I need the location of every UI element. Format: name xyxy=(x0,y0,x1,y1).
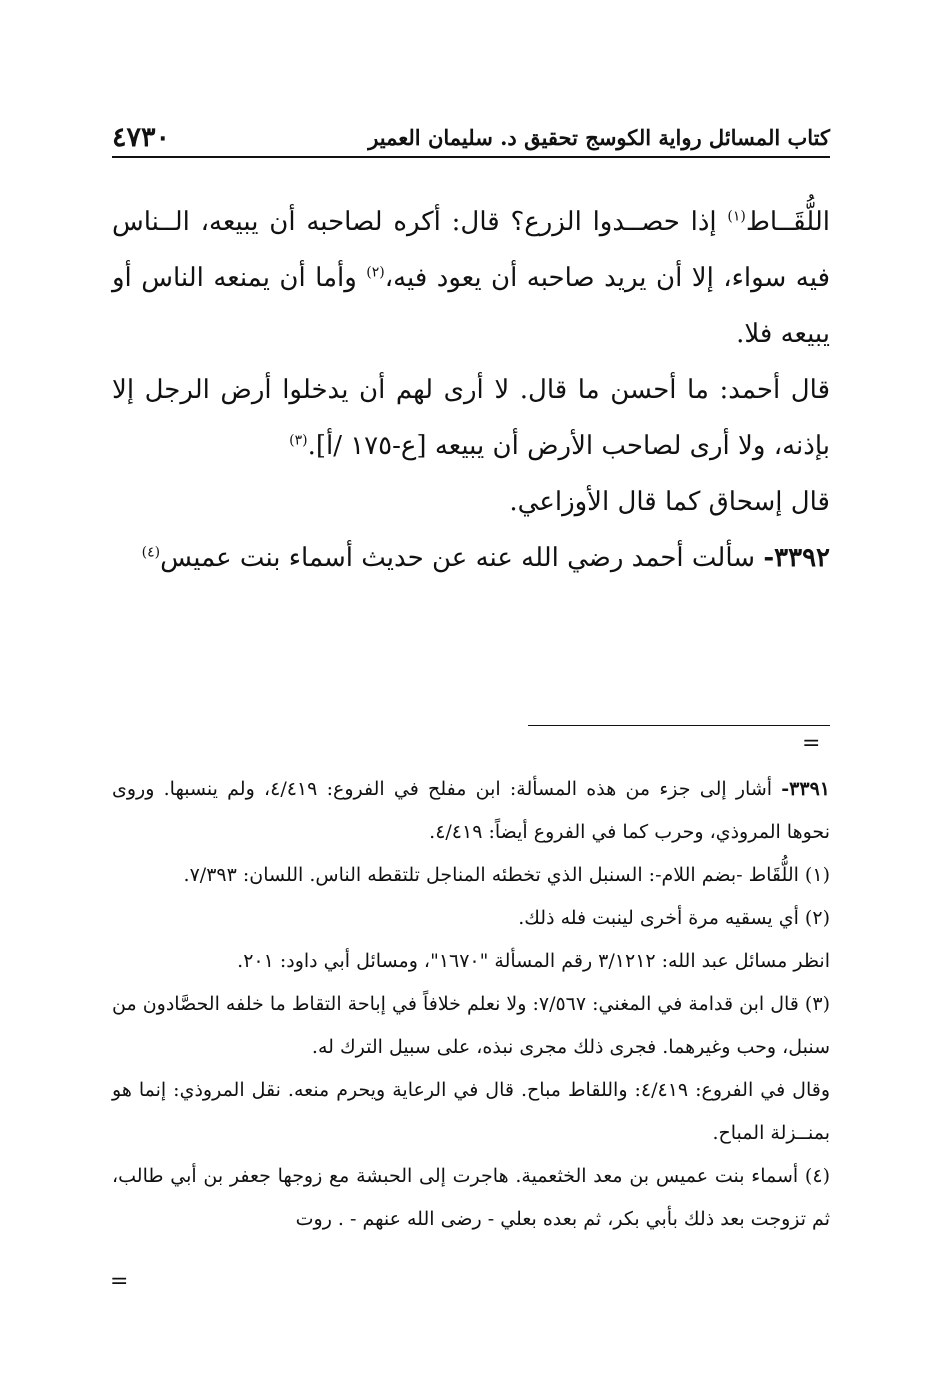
page-header xyxy=(112,118,830,156)
question-3392 xyxy=(112,530,830,586)
paragraph-ishaq: قال إسحاق كما قال الأوزاعي. xyxy=(509,487,830,517)
footnote-ref-3: (٣) xyxy=(289,432,308,449)
paragraph-text: وأما أن يمنعه الناس أو يبيعه فلا. xyxy=(112,263,830,349)
header-rule xyxy=(112,156,830,158)
footnote-number: ٣٣٩١- xyxy=(781,778,830,800)
footnotes xyxy=(112,768,830,1241)
question-number: ٣٣٩٢- xyxy=(763,543,830,573)
page-number: ٤٧٣٠ xyxy=(112,121,171,153)
footnote-separator xyxy=(528,725,830,726)
footnote-ref-4: (٤) xyxy=(141,544,161,561)
footnote-3391 xyxy=(112,768,830,854)
paragraph-text: سألت أحمد رضي الله عنه عن حديث أسماء بنت عميس xyxy=(160,543,764,573)
paragraph-ahmad xyxy=(112,362,830,474)
footnote-3: (٣) قال ابن قدامة في المغني: ٧/٥٦٧: ولا نعلم خلافاً في إباحة التقاط ما خلفه الحصَّادون من سنبل، وحب وغيرهما. فجرى ذلك مجرى نبذه، على سبيل الترك له. xyxy=(112,993,830,1058)
paragraph-text: إذا حصــدوا الزرع؟ قال: أكره لصاحبه أن يبيعه، الــناس فيه سواء، إلا أن يريد صاحبه أن يعود فيه، xyxy=(112,207,830,293)
continuation-mark-bottom: = xyxy=(110,1269,129,1294)
footnote-3-continued: وقال في الفروع: ٤/٤١٩: واللقاط مباح. قال في الرعاية ويحرم منعه. نقل المروذي: إنما هو بمنــزلة المباح. xyxy=(112,1079,831,1144)
footnote-text: أشار إلى جزء من هذه المسألة: ابن مفلح في الفروع: ٤/٤١٩، ولم ينسبها. وروى نحوها المروذي، وحرب كما في الفروع أيضاً: ٤/٤١٩. xyxy=(112,778,830,843)
running-title: كتاب المسائل رواية الكوسج تحقيق د. سليمان العمير xyxy=(368,124,830,150)
term-luqat: اللُّقَــاط xyxy=(745,207,830,237)
paragraph-text: قال أحمد: ما أحسن ما قال. لا أرى لهم أن يدخلوا أرض الرجل إلا بإذنه، ولا أرى لصاحب الأرض أن يبيعه [ع-١٧٥ /أ]. xyxy=(112,375,830,461)
footnote-ref-2: (٢) xyxy=(366,264,385,281)
main-text xyxy=(112,194,830,586)
continuation-mark: = xyxy=(802,731,821,756)
footnote-2-continued: انظر مسائل عبد الله: ٣/١٢١٢ رقم المسألة "١٦٧٠"، ومسائل أبي داود: ٢٠١. xyxy=(237,950,830,972)
footnote-ref-1: (١) xyxy=(727,208,746,225)
footnote-4: (٤) أسماء بنت عميس بن معد الخثعمية. هاجرت إلى الحبشة مع زوجها جعفر بن أبي طالب، ثم تزوجت بعد ذلك بأبي بكر، ثم بعده بعلي - رضى الله عنهم - . روت xyxy=(112,1165,830,1230)
paragraph-luqat xyxy=(112,194,830,362)
footnote-1: (١) اللُّقَاط -بضم اللام-: السنبل الذي تخطئه المناجل تلتقطه الناس. اللسان: ٧/٣٩٣. xyxy=(183,864,830,886)
footnote-2: (٢) أي يسقيه مرة أخرى لينبت فله ذلك. xyxy=(518,907,830,929)
